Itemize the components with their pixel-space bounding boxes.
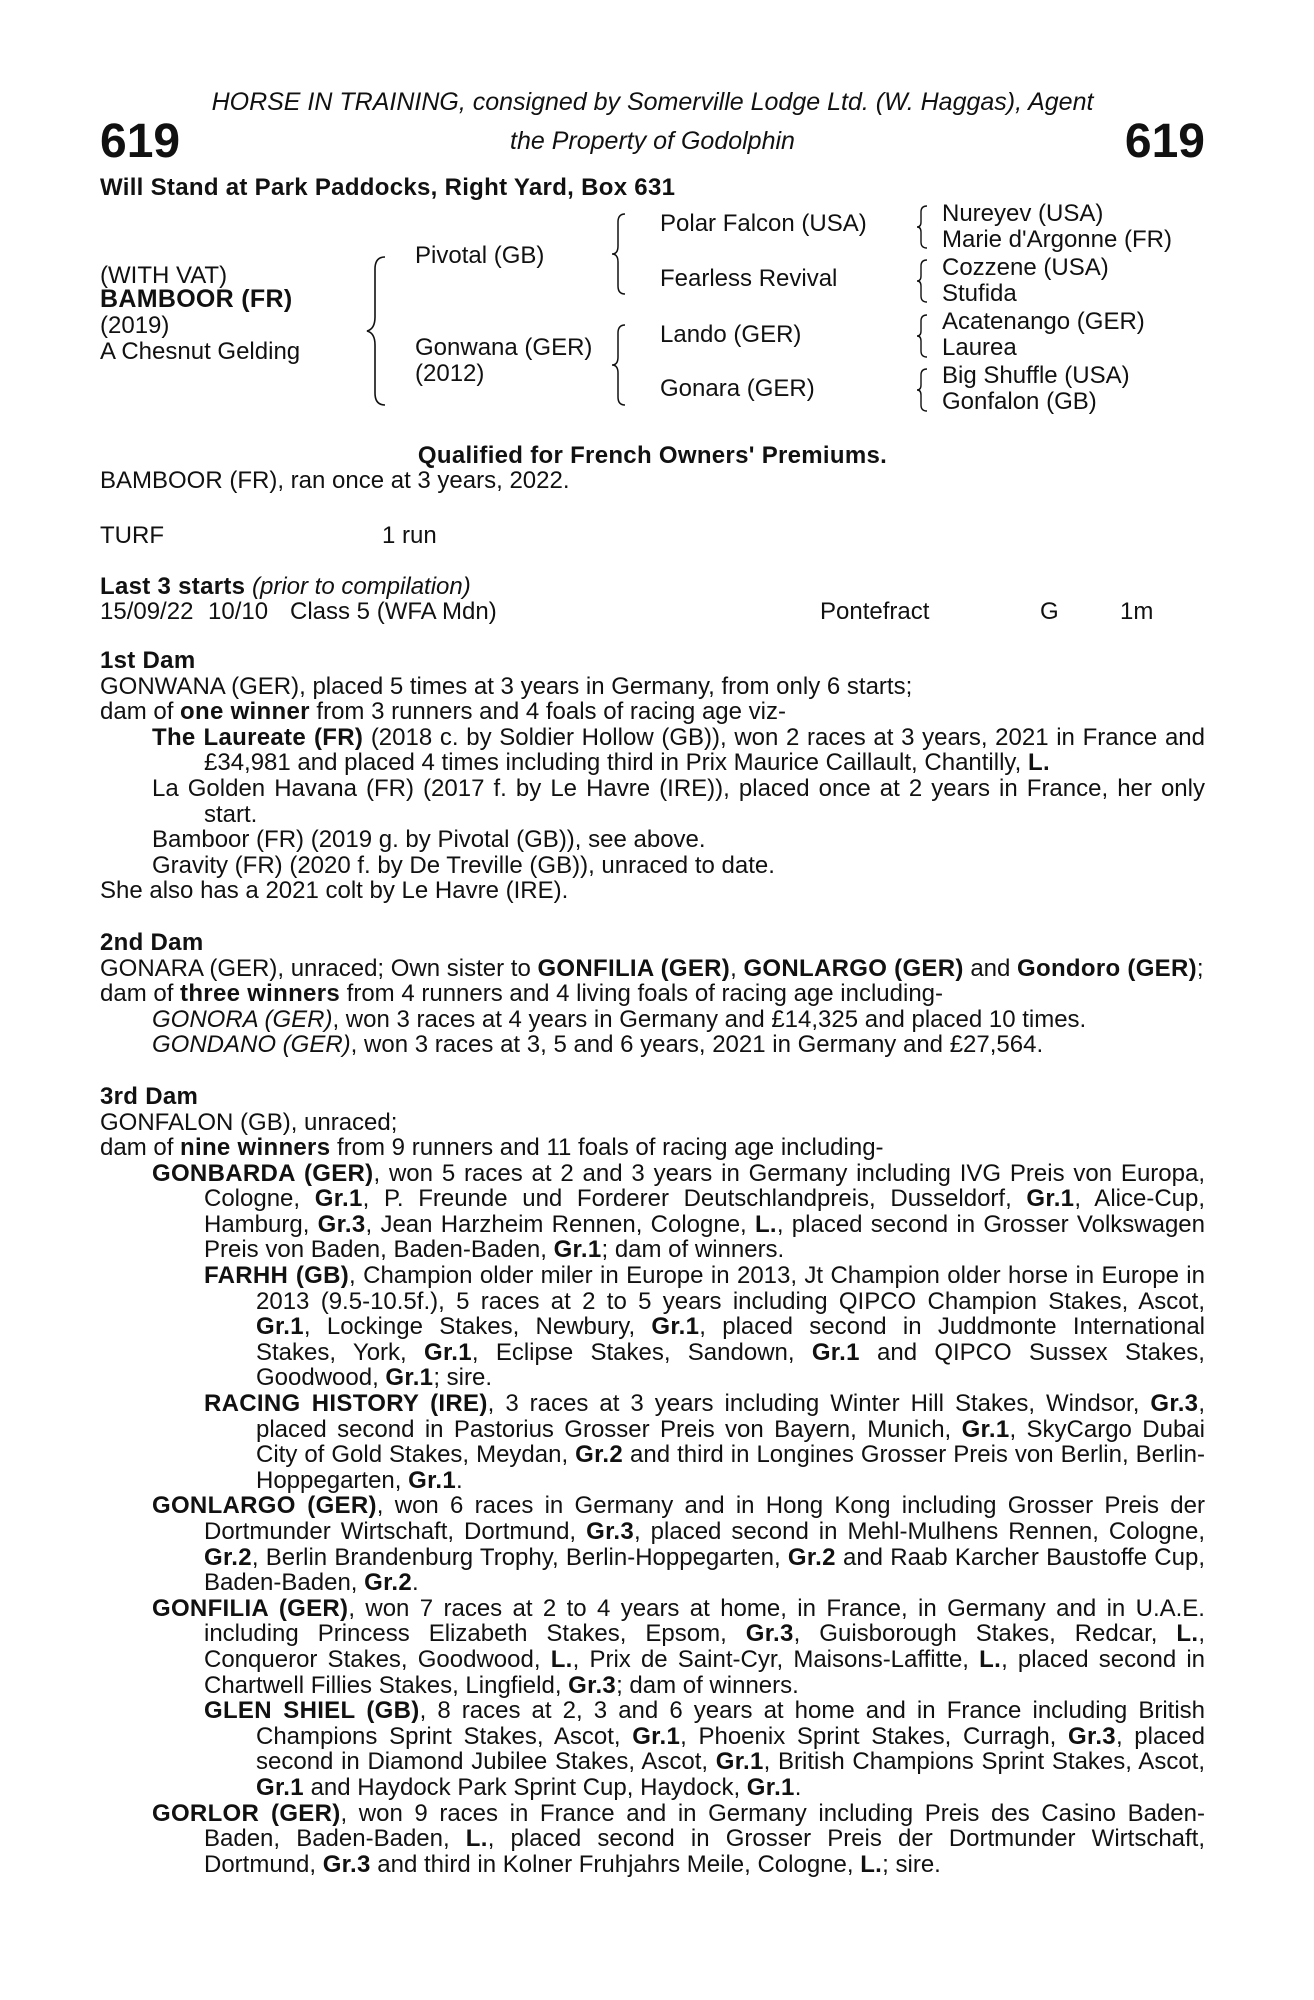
pedigree-brace-gg3 (915, 313, 929, 359)
dam3-entry-farhh: FARHH (GB), Champion older miler in Europe in 2013, Jt Champion older horse in Europe in 2013 (9.5-10.5f.), 5 races at 2 to 5 years including QIPCO Champion Stakes, Ascot, Gr.1, Lockinge Stakes, Newbury, Gr.1, placed second in Juddmonte International Stakes, York, Gr.1, Eclipse Stakes, Sandown, Gr.1 and QIPCO Sussex Stakes, Goodwood, Gr.1; sire. (204, 1262, 1205, 1392)
dam3-entry-racing-history: RACING HISTORY (IRE), 3 races at 3 years including Winter Hill Stakes, Windsor, Gr.3, placed second in Pastorius Grosser Preis von Bayern, Munich, Gr.1, SkyCargo Dubai City of Gold Stakes, Meydan, Gr.2 and third in Longines Grosser Preis von Berlin, Berlin-Hoppegarten, Gr.1. (204, 1390, 1205, 1494)
vat-label: (WITH VAT) (100, 262, 228, 289)
start-date: 15/09/22 (100, 598, 194, 625)
start-course: Pontefract (820, 598, 930, 625)
record-surface: TURF (100, 522, 164, 549)
pedigree-brace-dam (610, 323, 628, 407)
dam1-intro: GONWANA (GER), placed 5 times at 3 years in Germany, from only 6 starts; (100, 672, 913, 700)
start-going: G (1040, 598, 1059, 625)
sire-dam: Fearless Revival (660, 265, 838, 292)
lot-number-right: 619 (1124, 115, 1205, 168)
horse-year: (2019) (100, 312, 170, 339)
dam1-entry: La Golden Havana (FR) (2017 f. by Le Havre (IRE)), placed once at 2 years in France, her only start. (152, 774, 1205, 828)
gg-ancestor: Nureyev (USA) (942, 200, 1104, 227)
pedigree-brace-sire (610, 212, 628, 296)
pedigree-brace-gg4 (915, 367, 929, 413)
dam1-entry: Bamboor (FR) (2019 g. by Pivotal (GB)), see above. (152, 826, 706, 854)
race-summary: BAMBOOR (FR), ran once at 3 years, 2022. (100, 467, 570, 494)
dam-history (100, 648, 1205, 1877)
start-position: 10/10 (208, 598, 269, 625)
start-distance: 1m (1120, 598, 1154, 625)
lot-number-left: 619 (100, 115, 181, 168)
gg-ancestor: Cozzene (USA) (942, 254, 1109, 281)
pedigree-brace-gg2 (915, 258, 929, 304)
premiums-note: Qualified for French Owners' Premiums. (417, 442, 888, 469)
dam-dam: Gonara (GER) (660, 375, 815, 402)
gg-ancestor: Marie d'Argonne (FR) (942, 226, 1172, 253)
dam3-produce: dam of nine winners from 9 runners and 11 foals of racing age including- (100, 1134, 884, 1162)
dam2-entry: GONORA (GER), won 3 races at 4 years in Germany and £14,325 and placed 10 times. (152, 1005, 1087, 1033)
dam3-intro: GONFALON (GB), unraced; (100, 1108, 398, 1136)
dam2-heading: 2nd Dam (100, 928, 204, 956)
dam3-entry-gonlargo: GONLARGO (GER), won 6 races in Germany and in Hong Kong including Grosser Preis der Dortmunder Wirtschaft, Dortmund, Gr.3, placed second in Mehl-Mulhens Rennen, Cologne, Gr.2, Berlin Brandenburg Trophy, Berlin-Hoppegarten, Gr.2 and Raab Karcher Baustoffe Cup, Baden-Baden, Gr.2. (152, 1492, 1205, 1597)
dam2-intro: GONARA (GER), unraced; Own sister to GONFILIA (GER), GONLARGO (GER) and Gondoro (GER); (100, 954, 1204, 982)
dam3-heading: 3rd Dam (100, 1082, 199, 1110)
dam3-entry-gorlor: GORLOR (GER), won 9 races in France and in Germany including Preis des Casino Baden-Baden, Baden-Baden, L., placed second in Grosser Preis der Dortmunder Wirtschaft, Dortmund, Gr.3 and third in Kolner Fruhjahrs Meile, Cologne, L.; sire. (152, 1799, 1206, 1878)
gg-ancestor: Gonfalon (GB) (942, 388, 1097, 415)
dam1-also: She also has a 2021 colt by Le Havre (IRE). (100, 877, 569, 905)
dam1-entry: The Laureate (FR) (2018 c. by Soldier Hollow (GB)), won 2 races at 3 years, 2021 in France and £34,981 and placed 4 times including third in Prix Maurice Caillault, Chantilly, L. (152, 723, 1205, 777)
gg-ancestor: Stufida (942, 280, 1017, 307)
sire-sire: Polar Falcon (USA) (660, 210, 867, 237)
gg-ancestor: Laurea (942, 334, 1017, 361)
gg-ancestor: Big Shuffle (USA) (942, 362, 1130, 389)
dam-name: Gonwana (GER) (415, 334, 593, 361)
horse-name: BAMBOOR (FR) (100, 285, 293, 313)
dam3-entry-gonbarda: GONBARDA (GER), won 5 races at 2 and 3 years in Germany including IVG Preis von Europa, Cologne, Gr.1, P. Freunde und Forderer Deutschlandpreis, Dusseldorf, Gr.1, Alice-Cup, Hamburg, Gr.3, Jean Harzheim Rennen, Cologne, L., placed second in Grosser Volkswagen Preis von Baden, Baden-Baden, Gr.1; dam of winners. (152, 1159, 1206, 1264)
consignment-line: HORSE IN TRAINING, consigned by Somerville Lodge Ltd. (W. Haggas), Agent (211, 88, 1094, 116)
dam-year: (2012) (415, 360, 485, 387)
dam1-heading: 1st Dam (100, 647, 196, 674)
dam1-produce: dam of one winner from 3 runners and 4 foals of racing age viz- (100, 698, 786, 726)
record-runs: 1 run (382, 522, 437, 549)
dam1-entry: Gravity (FR) (2020 f. by De Treville (GB)), unraced to date. (152, 851, 775, 879)
start-race: Class 5 (WFA Mdn) (290, 598, 497, 625)
sire-name: Pivotal (GB) (415, 242, 545, 269)
dam3-entry-glen-shiel: GLEN SHIEL (GB), 8 races at 2, 3 and 6 years at home and in France including British Champions Sprint Stakes, Ascot, Gr.1, Phoenix Sprint Stakes, Curragh, Gr.3, placed second in Diamond Jubilee Stakes, Ascot, Gr.1, British Champions Sprint Stakes, Ascot, Gr.1 and Haydock Park Sprint Cup, Haydock, Gr.1. (204, 1697, 1206, 1801)
horse-description: A Chesnut Gelding (100, 338, 301, 365)
gg-ancestor: Acatenango (GER) (942, 308, 1145, 335)
dam2-entry: GONDANO (GER), won 3 races at 3, 5 and 6 years, 2021 in Germany and £27,564. (152, 1031, 1044, 1059)
pedigree-brace-gg1 (915, 204, 929, 250)
pedigree-brace-main (365, 255, 389, 407)
dam2-produce: dam of three winners from 4 runners and 4 living foals of racing age including- (100, 980, 943, 1008)
dam-sire: Lando (GER) (660, 321, 802, 348)
last-starts-heading: Last 3 starts (prior to compilation) (100, 573, 471, 600)
property-line: the Property of Godolphin (510, 127, 795, 155)
stand-location: Will Stand at Park Paddocks, Right Yard, Box 631 (100, 174, 676, 201)
dam3-entry-gonfilia: GONFILIA (GER), won 7 races at 2 to 4 years at home, in France, in Germany and in U.A.E. including Princess Elizabeth Stakes, Epsom, Gr.3, Guisborough Stakes, Redcar, L., Conqueror Stakes, Goodwood, L., Prix de Saint-Cyr, Maisons-Laffitte, L., placed second in Chartwell Fillies Stakes, Lingfield, Gr.3; dam of winners. (152, 1594, 1206, 1699)
